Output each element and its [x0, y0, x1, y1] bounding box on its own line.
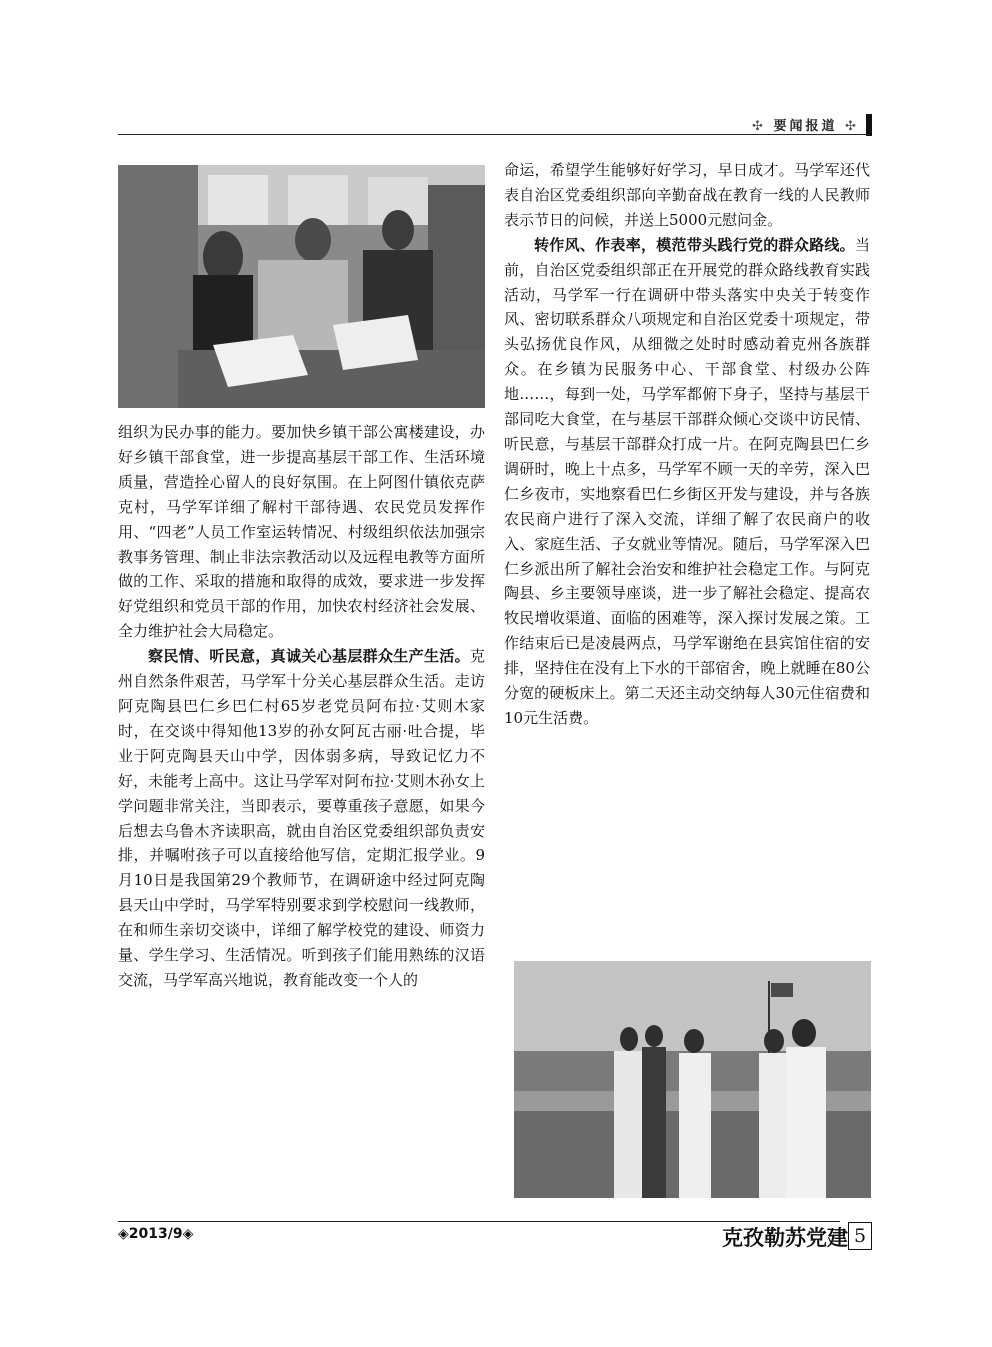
right-column — [504, 158, 870, 731]
decor-icon: ✣ — [844, 119, 859, 134]
subheading: 转作风、作表率，模范带头践行党的群众路线。 — [534, 235, 855, 254]
issue-number — [118, 1226, 193, 1242]
photo-site-inspection — [514, 961, 871, 1198]
left-column — [118, 420, 485, 993]
decor-icon: ◈ — [118, 1226, 129, 1242]
issue-text: 2013/9 — [128, 1226, 183, 1242]
paragraph-body: 当前，自治区党委组织部正在开展党的群众路线教育实践活动，马学军一行在调研中带头落实中央关于转变作风、密切联系群众八项规定和自治区党委十项规定，带头弘扬优良作风，从细微之处时时感动着克州各族群众。在乡镇为民服务中心、干部食堂、村级办公阵地……，每到一处，马学军都俯下身子，坚持与基层干部同吃大食堂，在与基层干部群众倾心交谈中访民情、听民意，与基层干部群众打成一片。在阿克陶县巴仁乡调研时，晚上十点多，马学军不顾一天的辛劳，深入巴仁乡夜市，实地察看巴仁乡街区开发与建设，并与各族农民商户进行了深入交流，详细了解了农民商户的收入、家庭生活、子女就业等情况。随后，马学军深入巴仁乡派出所了解社会治安和维护社会稳定工作。与阿克陶县、乡主要领导座谈，进一步了解社会稳定、提高农牧民增收渠道、面临的困难等，深入探讨发展之策。工作结束后已是凌晨两点，马学军谢绝在县宾馆住宿的安排，坚持住在没有上下水的干部宿舍，晚上就睡在80公分宽的硬板床上。第二天还主动交纳每人30元住宿费和10元生活费。 — [504, 235, 870, 727]
section-title: 要闻报道 — [773, 119, 838, 134]
decor-icon: ✣ — [752, 119, 766, 134]
paragraph: 组织为民办事的能力。要加快乡镇干部公寓楼建设，办好乡镇干部食堂，进一步提高基层干部工作、生活环境质量，营造拴心留人的良好氛围。在上阿图什镇依克萨克村，马学军详细了解村干部待遇、农民党员发挥作用、“四老”人员工作室运转情况、村级组织依法加强宗教事务管理、制止非法宗教活动以及远程电教等方面所做的工作、采取的措施和取得的成效，要求进一步发挥好党组织和党员干部的作用，加快农村经济社会发展、全力维护社会大局稳定。 — [118, 423, 485, 641]
paragraph — [504, 233, 870, 731]
header-rule — [118, 134, 870, 135]
page-number: 5 — [848, 1222, 872, 1250]
decor-icon: ◈ — [182, 1226, 194, 1242]
section-label — [752, 115, 859, 134]
paragraph-body: 克州自然条件艰苦，马学军十分关心基层群众生活。走访阿克陶县巴仁乡巴仁村65岁老党员阿布拉·艾则木家时，在交谈中得知他13岁的孙女阿瓦古丽·吐合提，毕业于阿克陶县天山中学，因体弱多病，导致记忆力不好，未能考上高中。这让马学军对阿布拉·艾则木孙女上学问题非常关注，当即表示，要尊重孩子意愿，如果今后想去乌鲁木齐读职高，就由自治区党委组织部负责安排，并嘱咐孩子可以直接给他写信，定期汇报学业。9月10日是我国第29个教师节，在调研途中经过阿克陶县天山中学时，马学军特别要求到学校慰问一线教师，在和师生亲切交谈中，详细了解学校党的建设、师资力量、学生学习、生活情况。听到孩子们能用熟练的汉语交流，马学军高兴地说，教育能改变一个人的 — [118, 647, 485, 989]
subheading: 察民情、听民意，真诚关心基层群众生产生活。 — [148, 647, 470, 666]
header-bar — [866, 114, 872, 136]
magazine-name: 克孜勒苏党建 — [722, 1226, 848, 1250]
paragraph: 命运，希望学生能够好好学习，早日成才。马学军还代表自治区党委组织部向辛勤奋战在教育一线的人民教师表示节日的问候，并送上5000元慰问金。 — [504, 161, 870, 229]
paragraph — [118, 644, 485, 993]
photo-document-review — [118, 165, 485, 408]
